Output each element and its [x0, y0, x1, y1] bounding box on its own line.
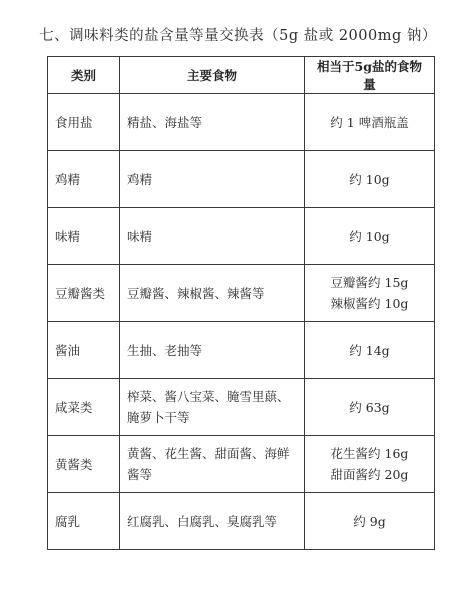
foods-cell: 榨菜、酱八宝菜、腌雪里蕻、腌萝卜干等 — [120, 379, 305, 436]
table-row — [48, 208, 435, 265]
category-cell: 豆瓣酱类 — [48, 265, 120, 322]
foods-cell: 鸡精 — [120, 151, 305, 208]
amount-value: 约 10g — [349, 171, 390, 187]
amount-cell — [305, 151, 435, 208]
header-main-foods: 主要食物 — [120, 57, 305, 94]
category-cell: 食用盐 — [48, 94, 120, 151]
salt-exchange-table — [47, 56, 435, 550]
table-row — [48, 436, 435, 493]
amount-cell — [305, 493, 435, 550]
table-row — [48, 265, 435, 322]
category-cell: 黄酱类 — [48, 436, 120, 493]
amount-cell — [305, 265, 435, 322]
header-equivalent-amount: 相当于5g盐的食物量 — [305, 57, 435, 94]
foods-cell: 味精 — [120, 208, 305, 265]
table-row — [48, 94, 435, 151]
category-cell: 鸡精 — [48, 151, 120, 208]
amount-value: 甜面酱约 20g — [330, 467, 409, 482]
foods-cell: 精盐、海盐等 — [120, 94, 305, 151]
amount-value: 约 1 啤酒瓶盖 — [330, 114, 409, 130]
amount-value: 豆瓣酱约 15g — [330, 275, 409, 290]
category-cell: 味精 — [48, 208, 120, 265]
document-title: 七、调味料类的盐含量等量交换表（5g 盐或 2000mg 钠） — [39, 28, 437, 44]
amount-value: 辣椒酱约 10g — [330, 296, 409, 311]
amount-cell — [305, 94, 435, 151]
category-cell: 咸菜类 — [48, 379, 120, 436]
foods-cell: 红腐乳、白腐乳、臭腐乳等 — [120, 493, 305, 550]
amount-value: 约 14g — [349, 342, 390, 358]
amount-value: 花生酱约 16g — [330, 446, 409, 461]
category-cell: 酱油 — [48, 322, 120, 379]
amount-cell — [305, 208, 435, 265]
foods-cell: 豆瓣酱、辣椒酱、辣酱等 — [120, 265, 305, 322]
amount-cell — [305, 436, 435, 493]
amount-value: 约 10g — [349, 228, 390, 244]
table-header-row — [48, 57, 435, 94]
amount-value: 约 63g — [349, 399, 390, 415]
amount-value: 约 9g — [353, 513, 386, 529]
foods-cell: 生抽、老抽等 — [120, 322, 305, 379]
header-category: 类别 — [48, 57, 120, 94]
table-row — [48, 322, 435, 379]
table-row — [48, 151, 435, 208]
amount-cell — [305, 322, 435, 379]
amount-cell — [305, 379, 435, 436]
table-row — [48, 379, 435, 436]
foods-cell: 黄酱、花生酱、甜面酱、海鲜酱等 — [120, 436, 305, 493]
table-row — [48, 493, 435, 550]
category-cell: 腐乳 — [48, 493, 120, 550]
